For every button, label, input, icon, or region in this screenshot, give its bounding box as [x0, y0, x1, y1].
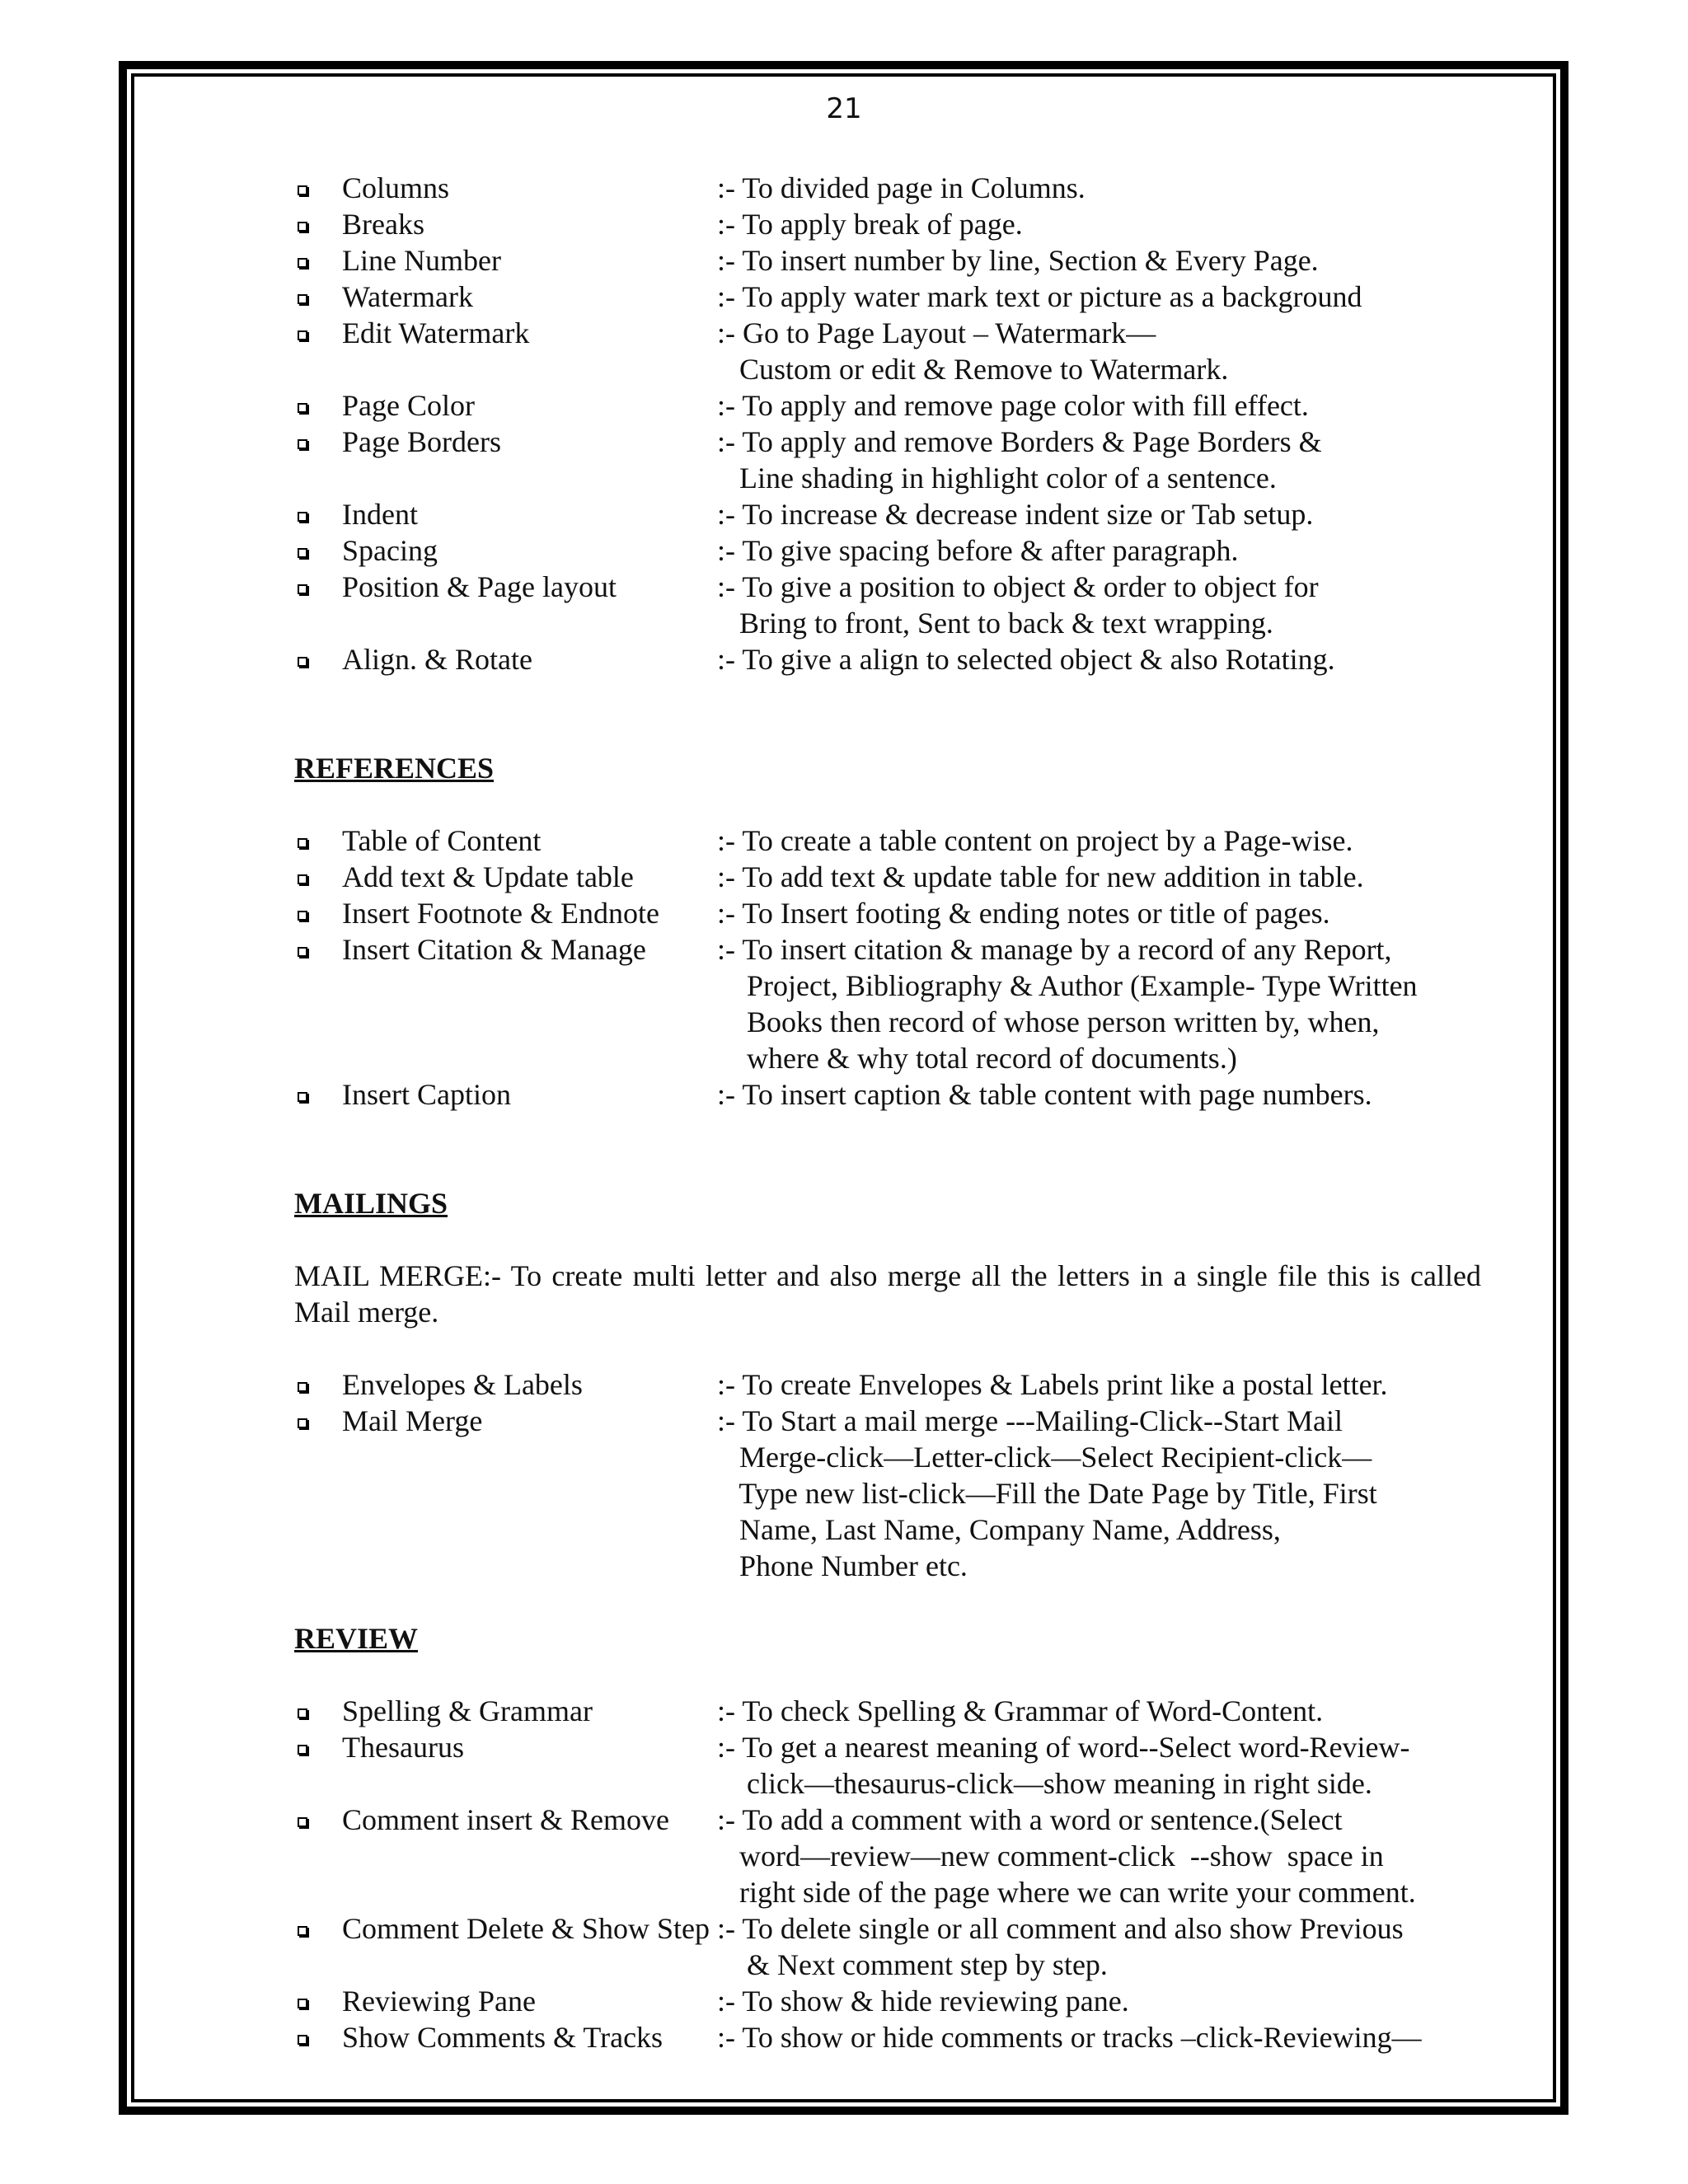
checkbox-bullet-icon	[294, 1910, 342, 1983]
item-term: Add text & Update table	[342, 860, 634, 893]
item-term: Envelopes & Labels	[342, 1368, 583, 1401]
item-description: :- To create a table content on project by a Page-wise.	[717, 824, 1353, 857]
item-term: Line Number	[342, 244, 501, 277]
item-description: :- To Insert footing & ending notes or title of pages.	[717, 897, 1330, 930]
checkbox-bullet-icon	[294, 206, 342, 242]
list-item	[294, 1403, 1481, 1584]
list-item	[294, 1693, 1481, 1729]
item-term: Show Comments & Tracks	[342, 2021, 663, 2054]
item-term: Table of Content	[342, 824, 542, 857]
item-description: :- To apply and remove page color with fill effect.	[717, 389, 1309, 422]
checkbox-bullet-icon	[294, 641, 342, 677]
item-description: :- To create Envelopes & Labels print like a postal letter.	[717, 1368, 1388, 1401]
checkbox-bullet-icon	[294, 315, 342, 387]
checkbox-bullet-icon	[294, 931, 342, 1076]
checkbox-bullet-icon	[294, 823, 342, 859]
item-description: :- To add text & update table for new addition in table.	[717, 860, 1364, 893]
mailings-list	[294, 1366, 1481, 1584]
item-description: :- Go to Page Layout – Watermark— Custom or edit & Remove to Watermark.	[717, 316, 1229, 386]
item-term: Page Borders	[342, 425, 501, 458]
checkbox-bullet-icon	[294, 1802, 342, 1910]
item-description: :- To get a nearest meaning of word--Select word-Review- click—thesaurus-click—show meaning in right side.	[717, 1731, 1410, 1800]
list-item	[294, 315, 1481, 387]
item-term: Breaks	[342, 208, 424, 241]
checkbox-bullet-icon	[294, 496, 342, 532]
checkbox-bullet-icon	[294, 424, 342, 496]
item-description: :- To show or hide comments or tracks –click-Reviewing—	[717, 2021, 1422, 2054]
checkbox-bullet-icon	[294, 569, 342, 641]
item-description: :- To insert citation & manage by a record of any Report, Project, Bibliography & Author (Example- Type Written Books then record of whose person written by, when, where & why total record of documents.)	[717, 933, 1418, 1075]
review-list	[294, 1693, 1481, 2055]
list-item	[294, 859, 1481, 895]
list-item	[294, 1983, 1481, 2019]
item-term: Indent	[342, 498, 418, 531]
list-item	[294, 387, 1481, 424]
item-term: Mail Merge	[342, 1404, 483, 1437]
mailings-heading: MAILINGS	[294, 1187, 448, 1220]
checkbox-bullet-icon	[294, 242, 342, 279]
item-description: :- To apply break of page.	[717, 208, 1023, 241]
item-description: :- To check Spelling & Grammar of Word-Content.	[717, 1694, 1324, 1727]
checkbox-bullet-icon	[294, 1693, 342, 1729]
item-term: Align. & Rotate	[342, 643, 532, 676]
item-term: Thesaurus	[342, 1731, 464, 1764]
item-description: :- To give a align to selected object & also Rotating.	[717, 643, 1335, 676]
list-item	[294, 206, 1481, 242]
list-item	[294, 1729, 1481, 1802]
list-item	[294, 2019, 1481, 2055]
list-item	[294, 170, 1481, 206]
item-term: Edit Watermark	[342, 316, 530, 349]
item-term: Insert Footnote & Endnote	[342, 897, 659, 930]
list-item	[294, 496, 1481, 532]
checkbox-bullet-icon	[294, 1983, 342, 2019]
item-description: :- To Start a mail merge ---Mailing-Click--Start Mail Merge-click—Letter-click—Select Recipient-click— Type new list-click—Fill the Date Page by Title, First Name, Last Name, Company Name, Address, Phone Number etc.	[717, 1404, 1377, 1582]
item-description: :- To insert caption & table content with page numbers.	[717, 1078, 1372, 1111]
item-description: :- To apply and remove Borders & Page Borders & Line shading in highlight color of a sentence.	[717, 425, 1322, 494]
item-description: :- To apply water mark text or picture as a background	[717, 280, 1362, 313]
references-heading: REFERENCES	[294, 752, 495, 785]
item-description: :- To give spacing before & after paragraph.	[717, 534, 1239, 567]
list-item	[294, 424, 1481, 496]
item-description: :- To show & hide reviewing pane.	[717, 1985, 1129, 2018]
list-item	[294, 1802, 1481, 1910]
checkbox-bullet-icon	[294, 1729, 342, 1802]
mail-merge-paragraph: MAIL MERGE:- To create multi letter and also merge all the letters in a single file this is called Mail merge.	[294, 1259, 1481, 1329]
item-description: :- To delete single or all comment and also show Previous & Next comment step by step.	[717, 1912, 1404, 1981]
checkbox-bullet-icon	[294, 387, 342, 424]
checkbox-bullet-icon	[294, 1366, 342, 1403]
item-term: Comment insert & Remove	[342, 1803, 669, 1836]
page-layout-list	[294, 170, 1481, 677]
checkbox-bullet-icon	[294, 895, 342, 931]
checkbox-bullet-icon	[294, 1076, 342, 1113]
item-term: Comment Delete & Show Step	[342, 1912, 710, 1945]
item-term: Spacing	[342, 534, 438, 567]
item-description: :- To divided page in Columns.	[717, 171, 1085, 204]
list-item	[294, 823, 1481, 859]
item-term: Position & Page layout	[342, 570, 617, 603]
list-item	[294, 1076, 1481, 1113]
document-body	[294, 170, 1481, 2055]
item-description: :- To add a comment with a word or sentence.(Select word—review—new comment-click --show space in right side of the page where we can write your comment.	[717, 1803, 1416, 1909]
checkbox-bullet-icon	[294, 279, 342, 315]
item-term: Columns	[342, 171, 450, 204]
list-item	[294, 532, 1481, 569]
item-term: Insert Caption	[342, 1078, 511, 1111]
list-item	[294, 931, 1481, 1076]
list-item	[294, 569, 1481, 641]
checkbox-bullet-icon	[294, 1403, 342, 1584]
references-list	[294, 823, 1481, 1113]
checkbox-bullet-icon	[294, 859, 342, 895]
item-term: Page Color	[342, 389, 475, 422]
item-term: Watermark	[342, 280, 474, 313]
list-item	[294, 895, 1481, 931]
item-description: :- To give a position to object & order to object for Bring to front, Sent to back & text wrapping.	[717, 570, 1319, 640]
list-item	[294, 242, 1481, 279]
list-item	[294, 1366, 1481, 1403]
item-term: Spelling & Grammar	[342, 1694, 593, 1727]
review-heading: REVIEW	[294, 1622, 419, 1655]
item-description: :- To increase & decrease indent size or Tab setup.	[717, 498, 1314, 531]
item-description: :- To insert number by line, Section & Every Page.	[717, 244, 1319, 277]
checkbox-bullet-icon	[294, 170, 342, 206]
list-item	[294, 641, 1481, 677]
checkbox-bullet-icon	[294, 2019, 342, 2055]
item-term: Reviewing Pane	[342, 1985, 536, 2018]
item-term: Insert Citation & Manage	[342, 933, 646, 966]
list-item	[294, 279, 1481, 315]
page-number: 21	[826, 92, 862, 125]
list-item	[294, 1910, 1481, 1983]
checkbox-bullet-icon	[294, 532, 342, 569]
